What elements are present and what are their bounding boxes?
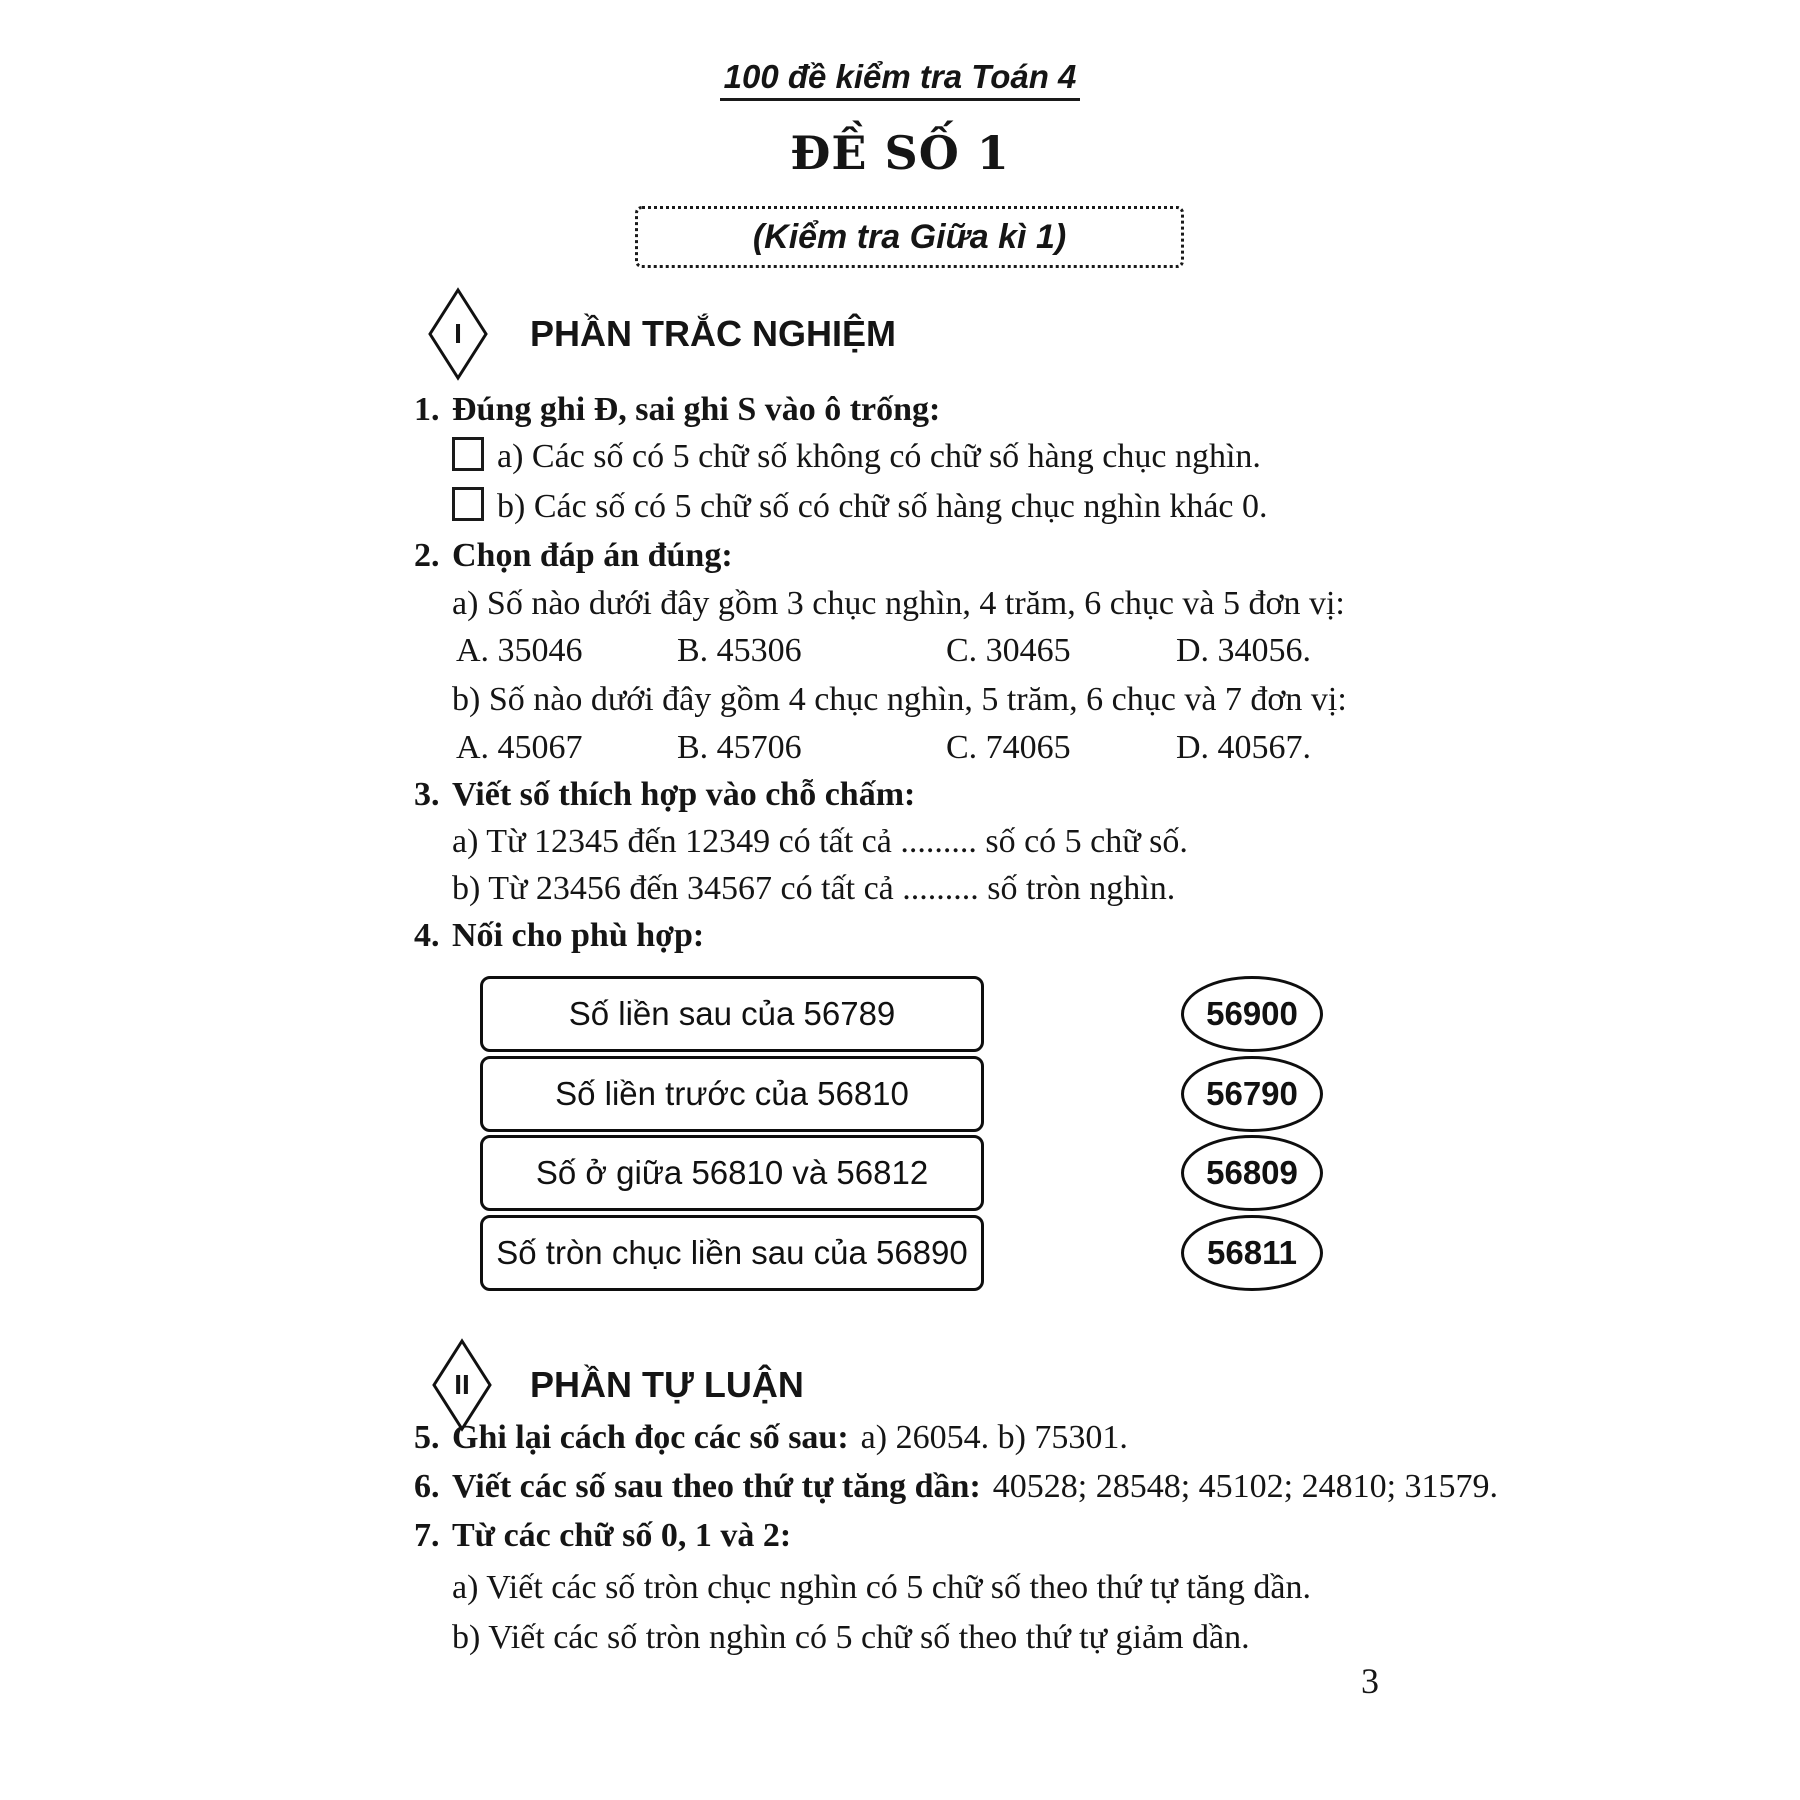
question-6 bbox=[414, 1464, 1498, 1510]
question-1-option-b-label: b) Các số có 5 chữ số có chữ số hàng chục nghìn khác 0. bbox=[497, 488, 1268, 525]
question-3-text: Viết số thích hợp vào chỗ chấm: bbox=[452, 776, 916, 813]
question-3a-text: a) Từ 12345 đến 12349 có tất cả ......... số có 5 chữ số. bbox=[452, 823, 1188, 860]
choice-2a-A: A. 35046 bbox=[456, 632, 583, 669]
match-box-2[interactable]: Số liền trước của 56810 bbox=[480, 1056, 984, 1132]
match-oval-4[interactable]: 56811 bbox=[1181, 1215, 1323, 1291]
match-oval-3[interactable]: 56809 bbox=[1181, 1135, 1323, 1211]
question-4-text: Nối cho phù hợp: bbox=[452, 917, 705, 954]
answer-checkbox-b[interactable] bbox=[452, 487, 484, 521]
question-2-number: 2. bbox=[414, 537, 440, 574]
choice-2b-C: C. 74065 bbox=[946, 729, 1071, 766]
choice-2a-C: C. 30465 bbox=[946, 632, 1071, 669]
section-1-title: PHẦN TRẮC NGHIỆM bbox=[530, 313, 896, 354]
section-2-marker: II bbox=[454, 1369, 470, 1400]
choice-2a-D: D. 34056. bbox=[1176, 632, 1312, 669]
book-header bbox=[0, 58, 1800, 96]
section-2-title: PHẦN TỰ LUẬN bbox=[530, 1364, 804, 1405]
question-7-text: Từ các chữ số 0, 1 và 2: bbox=[452, 1517, 792, 1554]
question-2a-text: a) Số nào dưới đây gồm 3 chục nghìn, 4 trăm, 6 chục và 5 đơn vị: bbox=[452, 585, 1345, 622]
question-1-option-a bbox=[452, 433, 1261, 479]
question-3-heading bbox=[414, 772, 915, 818]
question-6-heading: Viết các số sau theo thứ tự tăng dần: bbox=[452, 1468, 981, 1505]
question-6-values: 40528; 28548; 45102; 24810; 31579. bbox=[992, 1468, 1499, 1505]
question-5-values: a) 26054. b) 75301. bbox=[860, 1419, 1128, 1456]
section-1-diamond-icon bbox=[427, 287, 489, 381]
book-header-text: 100 đề kiểm tra Toán 4 bbox=[720, 58, 1081, 101]
question-2a-choices bbox=[0, 628, 1800, 674]
choice-2a-B: B. 45306 bbox=[677, 632, 802, 669]
question-4-number: 4. bbox=[414, 917, 440, 954]
exam-subtitle-box bbox=[635, 206, 1184, 268]
question-1-number: 1. bbox=[414, 391, 440, 428]
question-1-option-a-label: a) Các số có 5 chữ số không có chữ số hàng chục nghìn. bbox=[497, 438, 1261, 475]
match-oval-1[interactable]: 56900 bbox=[1181, 976, 1323, 1052]
choice-2b-B: B. 45706 bbox=[677, 729, 802, 766]
page-title: ĐỀ SỐ 1 bbox=[790, 126, 1010, 180]
question-2-text: Chọn đáp án đúng: bbox=[452, 537, 733, 574]
match-box-4[interactable]: Số tròn chục liền sau của 56890 bbox=[480, 1215, 984, 1291]
question-4-heading bbox=[414, 913, 704, 959]
question-1-text: Đúng ghi Đ, sai ghi S vào ô trống: bbox=[452, 391, 941, 428]
choice-2b-A: A. 45067 bbox=[456, 729, 583, 766]
section-1-marker: I bbox=[454, 318, 462, 349]
page-number: 3 bbox=[1361, 1661, 1379, 1701]
question-5-heading: Ghi lại cách đọc các số sau: bbox=[452, 1419, 849, 1456]
question-2b-choices bbox=[0, 725, 1800, 771]
question-7-heading bbox=[414, 1513, 791, 1559]
question-2b-text: b) Số nào dưới đây gồm 4 chục nghìn, 5 trăm, 6 chục và 7 đơn vị: bbox=[452, 681, 1347, 718]
question-5-number: 5. bbox=[414, 1419, 440, 1456]
question-3-number: 3. bbox=[414, 776, 440, 813]
exam-subtitle: (Kiểm tra Giữa kì 1) bbox=[752, 217, 1067, 256]
answer-checkbox-a[interactable] bbox=[452, 437, 484, 471]
question-6-number: 6. bbox=[414, 1468, 440, 1505]
question-3b-text: b) Từ 23456 đến 34567 có tất cả ......... số tròn nghìn. bbox=[452, 870, 1176, 907]
question-7-number: 7. bbox=[414, 1517, 440, 1554]
question-1-option-b bbox=[452, 483, 1268, 529]
question-2-heading bbox=[414, 533, 733, 579]
choice-2b-D: D. 40567. bbox=[1176, 729, 1312, 766]
match-box-3[interactable]: Số ở giữa 56810 và 56812 bbox=[480, 1135, 984, 1211]
match-oval-2[interactable]: 56790 bbox=[1181, 1056, 1323, 1132]
question-1-heading bbox=[414, 387, 940, 433]
question-7a-text: a) Viết các số tròn chục nghìn có 5 chữ số theo thứ tự tăng dần. bbox=[452, 1569, 1311, 1606]
match-box-1[interactable]: Số liền sau của 56789 bbox=[480, 976, 984, 1052]
question-7b-text: b) Viết các số tròn nghìn có 5 chữ số theo thứ tự giảm dần. bbox=[452, 1619, 1250, 1656]
question-5 bbox=[414, 1415, 1128, 1461]
